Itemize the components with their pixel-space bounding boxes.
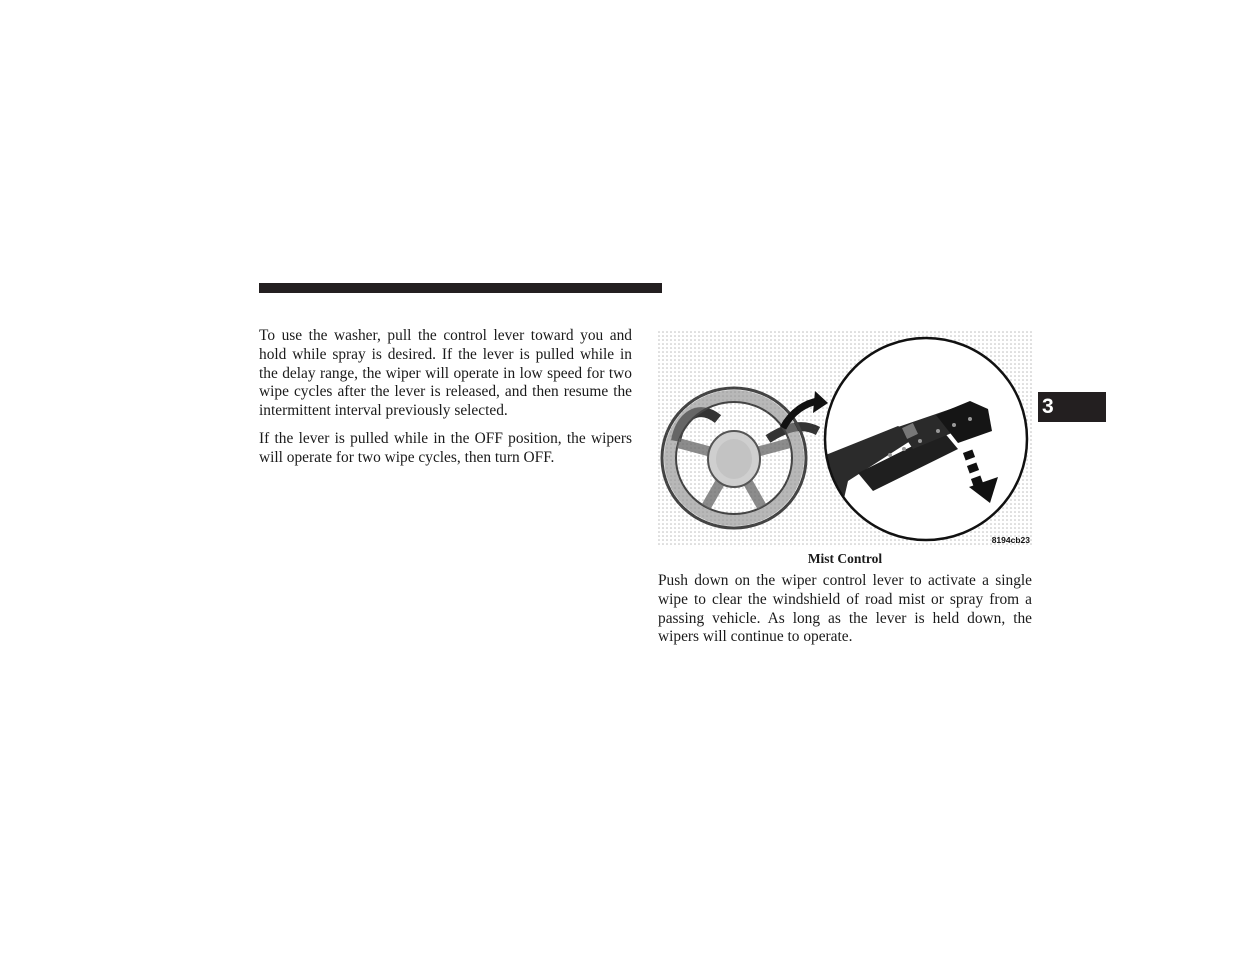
paragraph-mist: Push down on the wiper control lever to activate a single wipe to clear the windshield of road mist or spray from a passing vehicle. As long as the lever is held down, the wipers will continue to operate. bbox=[658, 572, 1032, 646]
mist-control-illustration bbox=[658, 331, 1032, 547]
paragraph-washer: To use the washer, pull the control lever toward you and hold while spray is desired. If the lever is pulled while in the delay range, the wiper will operate in low speed for two wipe cycles after the lever is released, and then resume the intermittent interval previously selected. bbox=[259, 327, 632, 420]
figure-caption: Mist Control bbox=[807, 551, 883, 566]
figure-code: 8194cb23 bbox=[991, 535, 1030, 545]
header-rule bbox=[259, 283, 662, 293]
right-column bbox=[658, 572, 1032, 656]
section-tab: 3 bbox=[1038, 392, 1106, 422]
left-column bbox=[259, 327, 632, 477]
paragraph-off-position: If the lever is pulled while in the OFF position, the wipers will operate for two wipe cycles, then turn OFF. bbox=[259, 429, 632, 466]
mist-control-figure bbox=[658, 331, 1032, 547]
